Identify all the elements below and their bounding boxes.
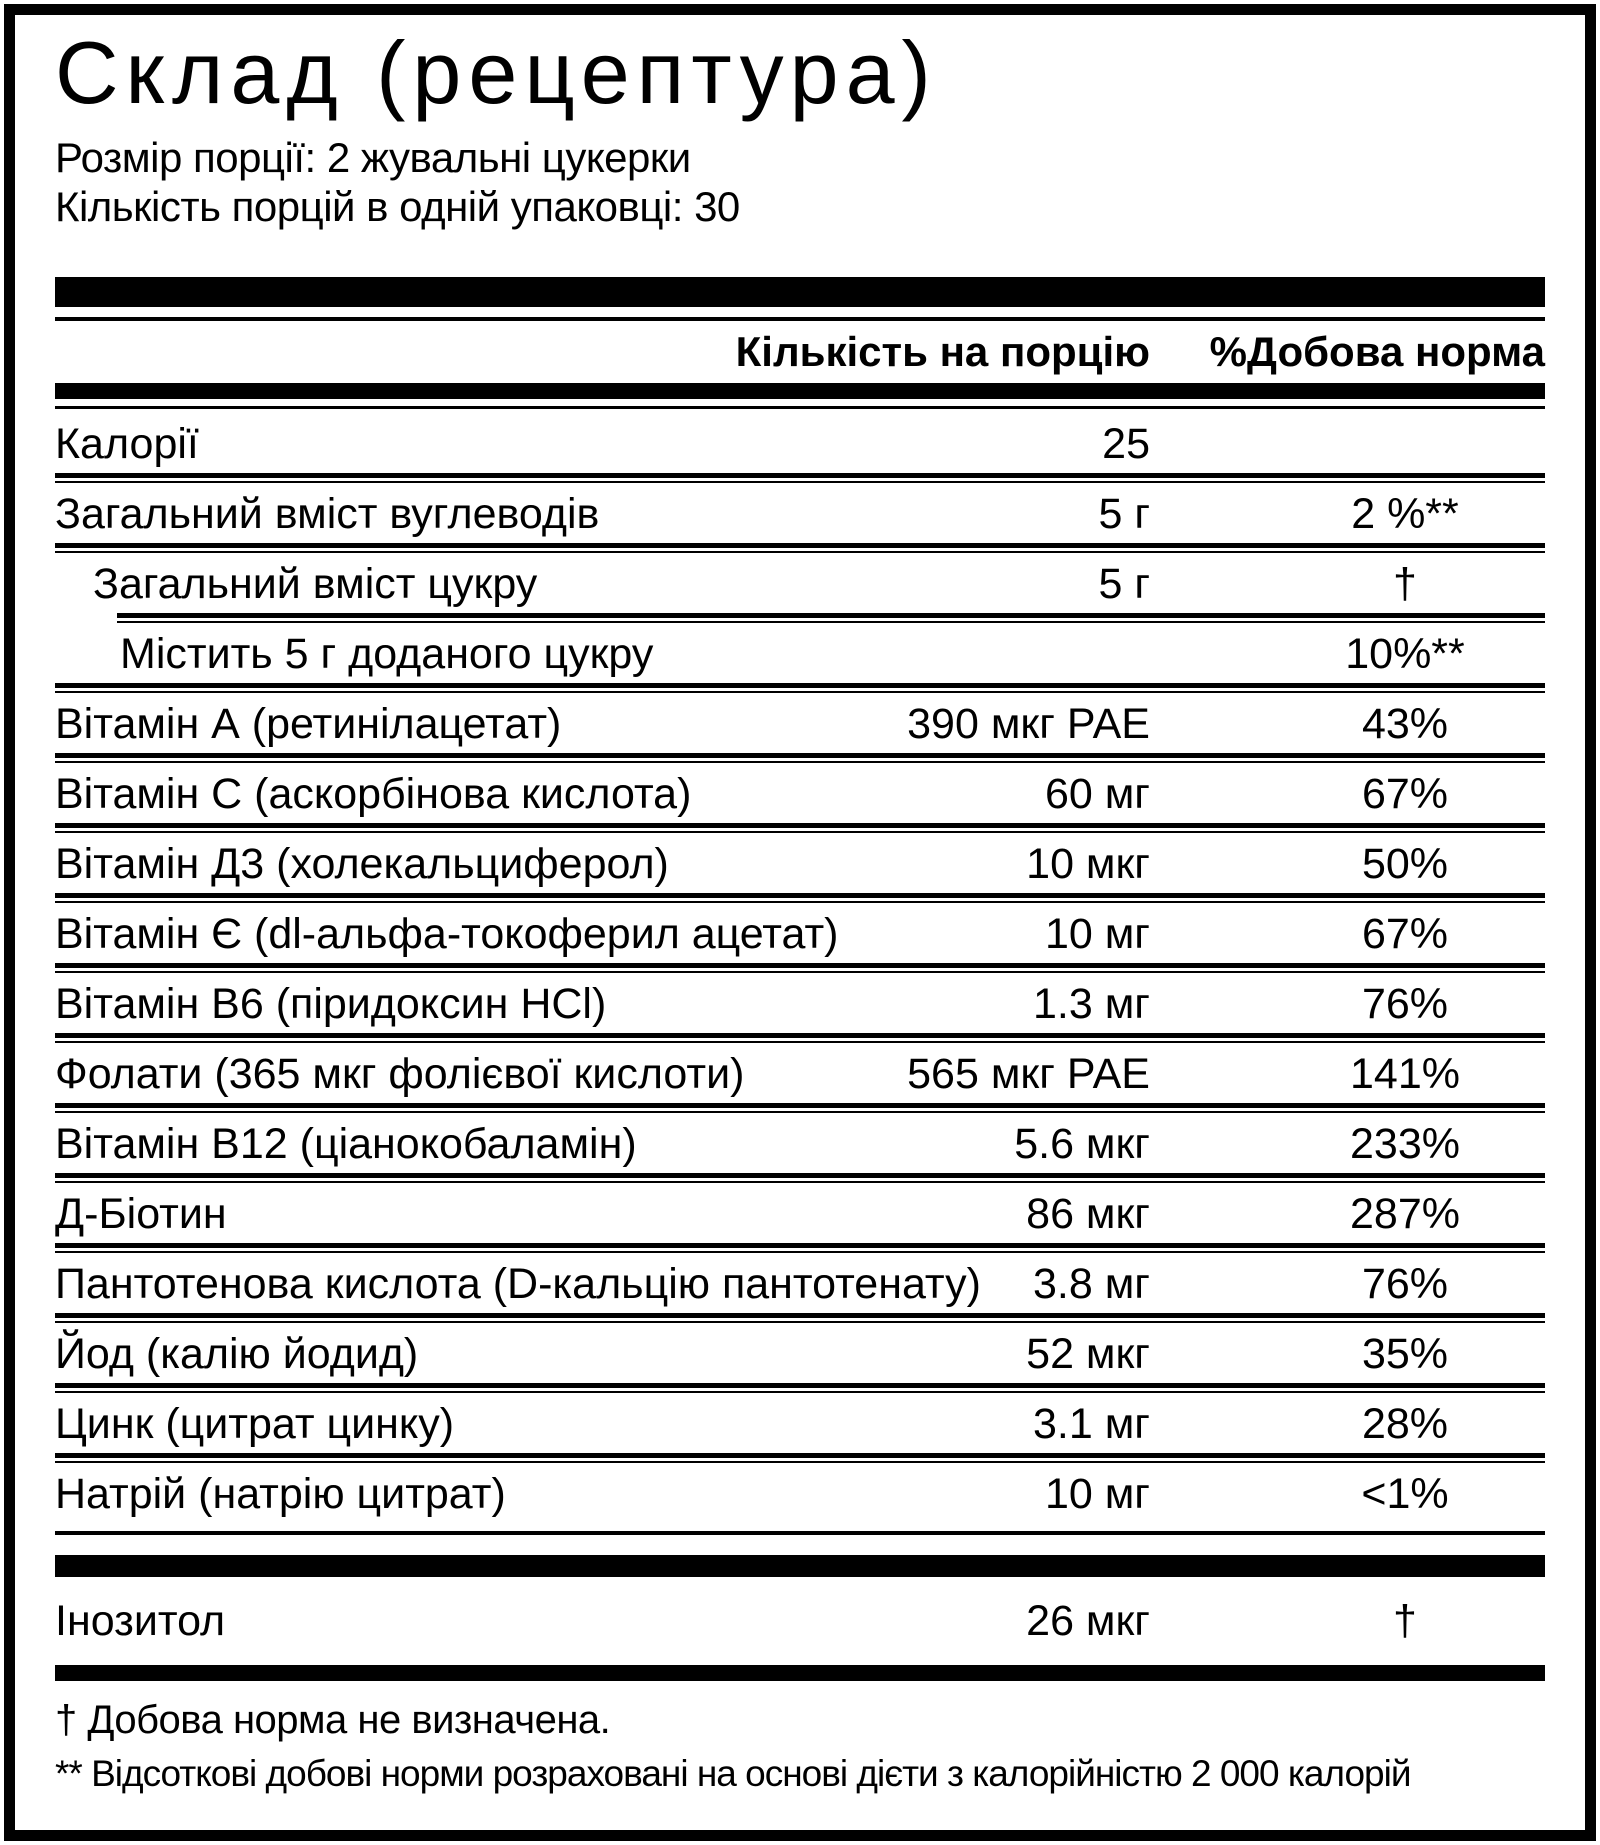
inositol-bottom-bar [55,1665,1545,1681]
serving-info [55,133,1545,231]
nutrient-name: Загальний вміст вуглеводів [55,490,600,539]
table-row [55,1325,1545,1383]
nutrient-daily-value: <1% [1361,1470,1449,1519]
table-row [55,625,1545,683]
nutrient-amount: 3.8 мг [1033,1260,1150,1309]
row-separator [55,683,1545,695]
nutrient-name: Вітамін Д3 (холекальциферол) [55,840,669,889]
row-separator [55,1033,1545,1045]
row-separator [55,1313,1545,1325]
table-row [55,695,1545,753]
nutrient-name: Йод (калію йодид) [55,1330,419,1379]
row-separator [117,613,1545,625]
nutrient-daily-value: 43% [1361,700,1449,749]
row-separator [55,543,1545,555]
nutrient-daily-value: 50% [1361,840,1449,889]
nutrient-amount: 60 мг [1044,770,1150,819]
nutrient-daily-value: † [1393,1597,1417,1646]
nutrient-name: Д-Біотин [55,1190,227,1239]
row-separator [55,473,1545,485]
table-row [55,1465,1545,1523]
serving-size-line: Розмір порції: 2 жувальні цукерки [55,134,691,181]
nutrient-amount: 5 г [1098,490,1150,539]
nutrient-daily-value: 233% [1350,1120,1460,1169]
column-headers [55,321,1545,383]
table-row [55,1255,1545,1313]
nutrient-amount: 3.1 мг [1033,1400,1150,1449]
nutrient-name: Вітамін В6 (піридоксин HCl) [55,980,607,1029]
supplement-facts-label [4,4,1596,1841]
column-header-amount: Кількість на порцію [735,328,1150,376]
row-separator [55,753,1545,765]
footnote-dagger: † Добова норма не визначена. [55,1698,611,1743]
nutrient-amount: 86 мкг [1026,1190,1150,1239]
nutrient-name: Вітамін А (ретинілацетат) [55,700,562,749]
nutrient-amount: 10 мкг [1026,840,1150,889]
nutrient-daily-value: 141% [1350,1050,1460,1099]
footnote-asterisks: ** Відсоткові добові норми розраховані на основі дієти з калорійністю 2 000 калорій [55,1753,1411,1795]
nutrient-daily-value: 67% [1361,770,1449,819]
nutrient-name: Вітамін Є (dl-альфа-токоферил ацетат) [55,910,839,959]
table-row-inositol [55,1577,1545,1665]
row-separator [55,893,1545,905]
row-separator [55,963,1545,975]
subheader-bar [55,383,1545,399]
nutrient-name: Натрій (натрію цитрат) [55,1470,506,1519]
table-row [55,1185,1545,1243]
nutrient-name: Інозитол [55,1597,226,1646]
nutrient-daily-value: 67% [1361,910,1449,959]
column-header-daily-value: %Добова норма [1209,328,1545,376]
page-title: Склад (рецептура) [55,23,938,122]
nutrient-rows [55,409,1545,1523]
servings-per-container-line: Кількість порцій в одній упаковці: 30 [55,183,740,231]
nutrient-amount: 26 мкг [1026,1597,1150,1646]
nutrient-name: Пантотенова кислота (D-кальцію пантотенату) [55,1260,981,1309]
nutrient-amount: 10 мг [1044,910,1150,959]
row-separator [55,823,1545,835]
nutrient-daily-value: 2 %** [1351,490,1459,539]
nutrient-daily-value: 35% [1361,1330,1449,1379]
table-row [55,555,1545,613]
nutrient-daily-value: 28% [1361,1400,1449,1449]
nutrient-daily-value: 10%** [1345,630,1465,679]
nutrient-amount: 10 мг [1044,1470,1150,1519]
nutrient-name: Фолати (365 мкг фолієвої кислоти) [55,1050,745,1099]
table-row [55,1115,1545,1173]
nutrient-name: Загальний вміст цукру [93,560,538,609]
table-row [55,1395,1545,1453]
nutrient-daily-value: 287% [1350,1190,1460,1239]
table-row [55,765,1545,823]
table-row [55,835,1545,893]
nutrient-daily-value: 76% [1361,1260,1449,1309]
nutrient-amount: 5.6 мкг [1014,1120,1150,1169]
row-separator [55,1103,1545,1115]
nutrient-name: Вітамін С (аскорбінова кислота) [55,770,692,819]
row-separator [55,1243,1545,1255]
nutrient-name: Цинк (цитрат цинку) [55,1400,455,1449]
nutrient-amount: 5 г [1098,560,1150,609]
row-separator [55,1383,1545,1395]
nutrient-amount: 1.3 мг [1033,980,1150,1029]
nutrient-name: Містить 5 г доданого цукру [120,630,654,679]
row-separator [55,1453,1545,1465]
nutrient-amount: 390 мкг РАЕ [907,700,1150,749]
table-row [55,415,1545,473]
inositol-top-bar [55,1555,1545,1577]
nutrient-amount: 565 мкг РАЕ [907,1050,1150,1099]
nutrient-daily-value: 76% [1361,980,1449,1029]
nutrient-amount: 52 мкг [1026,1330,1150,1379]
nutrient-name: Вітамін В12 (ціанокобаламін) [55,1120,637,1169]
table-row [55,905,1545,963]
nutrient-amount: 25 [1102,420,1150,469]
table-end-separator [55,1531,1545,1535]
header-bar-thick [55,277,1545,307]
nutrient-daily-value: † [1393,560,1417,609]
table-row [55,1045,1545,1103]
nutrient-name: Калорії [55,420,199,469]
table-row [55,975,1545,1033]
row-separator [55,1173,1545,1185]
table-row [55,485,1545,543]
